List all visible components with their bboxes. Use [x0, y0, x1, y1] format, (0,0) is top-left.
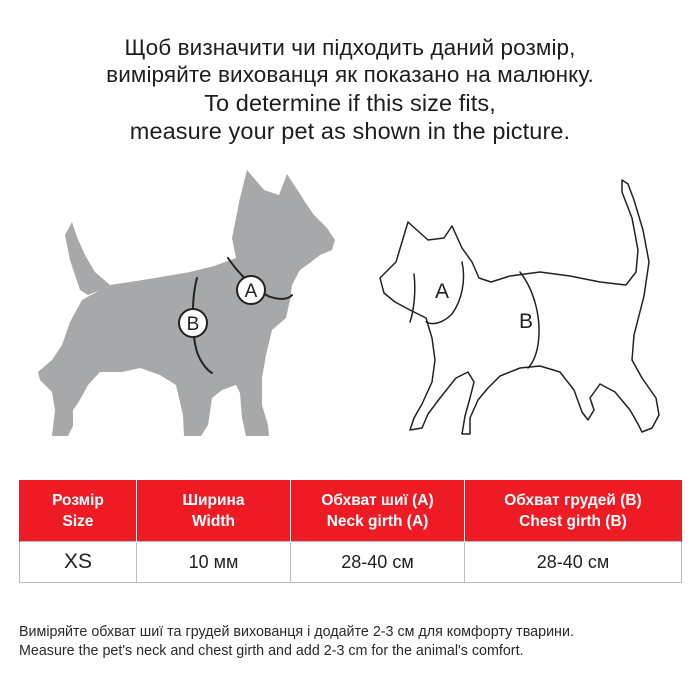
- header-chest-uk: Обхват грудей (B): [504, 491, 642, 509]
- header-neck-uk: Обхват шиї (A): [321, 491, 434, 509]
- instructions-heading: [0, 34, 700, 145]
- header-chest-girth: [465, 480, 682, 542]
- header-neck-en: Neck girth (A): [326, 512, 429, 530]
- dog-silhouette: [38, 170, 335, 436]
- header-width-uk: Ширина: [182, 491, 245, 509]
- header-size-en: Size: [62, 512, 94, 530]
- footnote-en: Measure the pet's neck and chest girth and add 2-3 cm for the animal's comfort.: [19, 643, 524, 659]
- measurement-illustration: [0, 160, 700, 450]
- header-size-uk: Розмір: [52, 491, 104, 509]
- header-size: [20, 480, 137, 542]
- dog-marker-b: [179, 309, 207, 337]
- cell-width: 10 мм: [137, 542, 291, 583]
- cell-chest-girth: 28-40 см: [465, 542, 682, 583]
- size-table: [19, 480, 682, 583]
- heading-en-line2: measure your pet as shown in the picture.: [129, 117, 571, 144]
- heading-uk-line1: Щоб визначити чи підходить даний розмір,: [124, 35, 576, 60]
- cat-label-a: A: [434, 280, 450, 303]
- cell-neck-girth: 28-40 см: [291, 542, 465, 583]
- footnote: [19, 623, 689, 661]
- header-neck-girth: [291, 480, 465, 542]
- cat-label-b: B: [518, 310, 534, 333]
- cell-size: XS: [20, 542, 137, 583]
- header-chest-en: Chest girth (B): [519, 512, 627, 530]
- heading-en-line1: To determine if this size fits,: [204, 90, 496, 116]
- dog-label-b: B: [186, 314, 200, 335]
- dog-label-a: A: [244, 281, 258, 302]
- dog-marker-a: [237, 276, 265, 304]
- header-width-en: Width: [192, 512, 235, 530]
- table-row: [20, 542, 682, 583]
- footnote-uk: Виміряйте обхват шиї та грудей вихованця і додайте 2-3 см для комфорту тварини.: [19, 624, 574, 640]
- header-width: [137, 480, 291, 542]
- heading-uk-line2: виміряйте вихованця як показано на малюнку.: [106, 62, 594, 87]
- cat-outline: [380, 180, 659, 434]
- size-table-header-row: [20, 480, 682, 542]
